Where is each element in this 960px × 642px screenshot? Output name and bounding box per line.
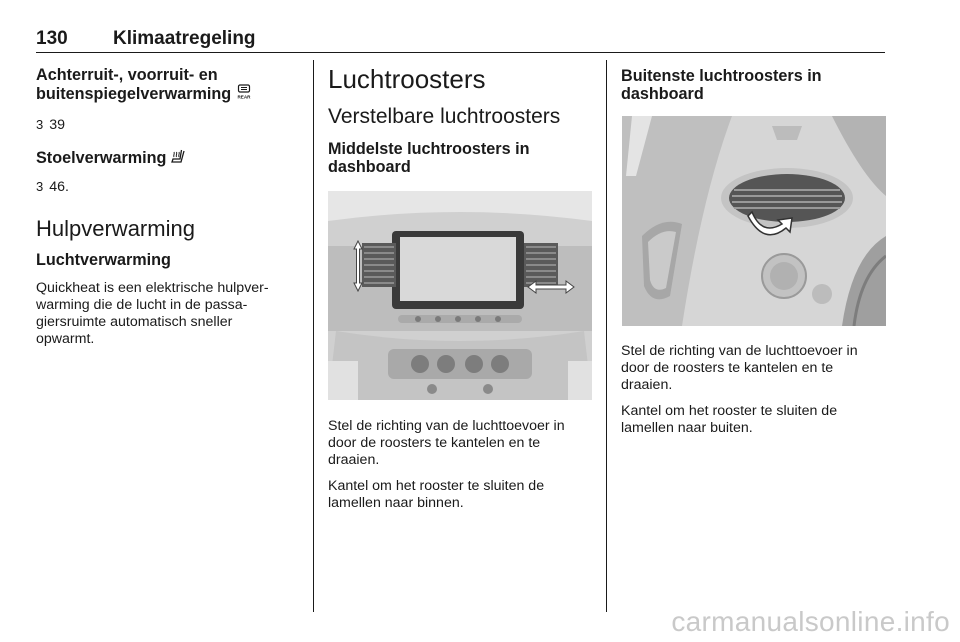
watermark: carmanualsonline.info (671, 606, 950, 637)
paragraph (36, 280, 302, 348)
heading-line: buitenspiegelverwarming (36, 85, 232, 103)
page-ref-arrow-icon: 3 (36, 117, 44, 132)
seat-heater-icon (170, 148, 186, 164)
section-subtitle: Verstelbare luchtroosters (328, 105, 561, 128)
page-ref: 39 (49, 117, 66, 133)
section-title: Luchtroosters (328, 64, 486, 94)
paragraph (328, 418, 593, 469)
svg-text:REAR: REAR (237, 94, 251, 100)
heading-line: Buitenste luchtroosters in (621, 67, 822, 85)
page-header (36, 26, 885, 53)
subheading-air-heating: Luchtverwarming (36, 251, 171, 269)
heading-rear-window-heating (36, 66, 302, 103)
heading-line: Middelste luchtroosters in (328, 140, 530, 158)
paragraph-line: opwarmt. (36, 331, 95, 347)
paragraph-line: draaien. (328, 452, 380, 468)
column-left (36, 62, 302, 348)
column-middle-text (328, 418, 593, 512)
paragraph-line: giersruimte automatisch sneller (36, 314, 233, 330)
paragraph-line: Stel de richting van de luchttoevoer in (621, 343, 858, 359)
paragraph (328, 478, 593, 512)
column-right-text (621, 343, 887, 437)
paragraph (621, 403, 887, 437)
heading-line: Achterruit-, voorruit- en (36, 66, 218, 84)
paragraph-line: door de roosters te kantelen en te (621, 360, 834, 376)
paragraph-line: Kantel om het rooster te sluiten de (328, 478, 545, 494)
column-right (621, 62, 887, 103)
paragraph-line: door de roosters te kantelen en te (328, 435, 541, 451)
paragraph-line: Stel de richting van de luchttoevoer in (328, 418, 565, 434)
page-ref: 46. (49, 179, 69, 195)
heading-line: dashboard (328, 158, 411, 176)
page-ref-arrow-icon: 3 (36, 179, 44, 194)
subheading-outer-vents (621, 67, 887, 103)
paragraph-line: draaien. (621, 377, 673, 393)
heading-seat-heating (36, 148, 302, 167)
chapter-title: Klimaatregeling (113, 28, 256, 49)
paragraph-line: Kantel om het rooster te sluiten de (621, 403, 838, 419)
paragraph-line: warming die de lucht in de passa- (36, 297, 248, 313)
heading-text: Stoelverwarming (36, 149, 167, 167)
page-number: 130 (36, 28, 68, 49)
illustration-outer-vents (622, 116, 886, 326)
paragraph (621, 343, 887, 394)
column-divider-left (313, 60, 314, 612)
column-divider-right (606, 60, 607, 612)
section-title: Hulpverwarming (36, 216, 195, 241)
paragraph-line: lamellen naar binnen. (328, 495, 464, 511)
paragraph-line: Quickheat is een elektrische hulpver- (36, 280, 269, 296)
paragraph-line: lamellen naar buiten. (621, 420, 753, 436)
subheading-center-vents (328, 140, 593, 176)
rear-window-heat-icon (237, 84, 251, 99)
heading-line: dashboard (621, 85, 704, 103)
cross-reference[interactable] (36, 116, 302, 134)
cross-reference[interactable] (36, 178, 302, 196)
column-middle (328, 62, 593, 176)
illustration-center-vents (328, 191, 592, 400)
